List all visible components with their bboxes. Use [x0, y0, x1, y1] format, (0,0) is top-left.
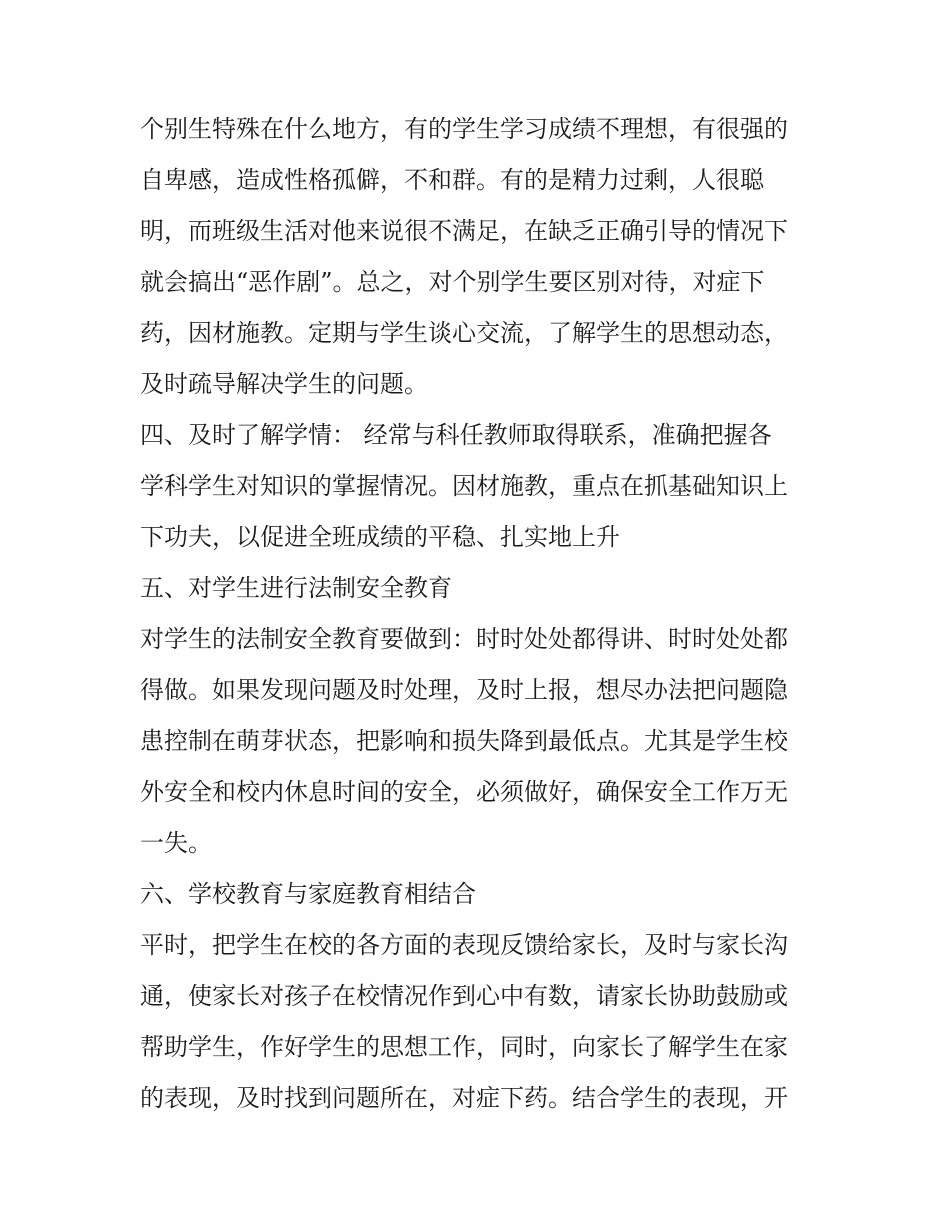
text-line: 个别生特殊在什么地方，有的学生学习成绩不理想，有很强的 — [140, 115, 788, 143]
text-line: 药，因材施教。定期与学生谈心交流，了解学生的思想动态， — [140, 319, 788, 347]
text-line: 下功夫，以促进全班成绩的平稳、扎实地上升 — [140, 523, 620, 551]
text-line: 通，使家长对孩子在校情况作到心中有数，请家长协助鼓励或 — [140, 982, 788, 1010]
text-line: 一失。 — [140, 829, 212, 857]
text-line: 的表现，及时找到问题所在，对症下药。结合学生的表现，开 — [140, 1084, 788, 1112]
section-heading-5: 五、对学生进行法制安全教育 — [140, 574, 452, 602]
text-line: 就会搞出“恶作剧”。总之，对个别学生要区别对待，对症下 — [140, 268, 765, 296]
text-line: 帮助学生，作好学生的思想工作，同时，向家长了解学生在家 — [140, 1033, 788, 1061]
text-line: 明，而班级生活对他来说很不满足，在缺乏正确引导的情况下 — [140, 217, 788, 245]
text-line: 自卑感，造成性格孤僻，不和群。有的是精力过剩，人很聪 — [140, 166, 764, 194]
section-heading-6: 六、学校教育与家庭教育相结合 — [140, 880, 476, 908]
text-line: 及时疏导解决学生的问题。 — [140, 370, 428, 398]
text-line: 患控制在萌芽状态，把影响和损失降到最低点。尤其是学生校 — [140, 727, 788, 755]
text-line: 外安全和校内休息时间的安全，必须做好，确保安全工作万无 — [140, 778, 788, 806]
text-line: 学科学生对知识的掌握情况。因材施教，重点在抓基础知识上 — [140, 472, 788, 500]
section-heading-4: 四、及时了解学情： 经常与科任教师取得联系，准确把握各 — [140, 421, 772, 449]
text-line: 得做。如果发现问题及时处理，及时上报，想尽办法把问题隐 — [140, 676, 788, 704]
document-body — [140, 104, 812, 1124]
text-line: 平时，把学生在校的各方面的表现反馈给家长，及时与家长沟 — [140, 931, 788, 959]
text-line: 对学生的法制安全教育要做到：时时处处都得讲、时时处处都 — [140, 625, 788, 653]
